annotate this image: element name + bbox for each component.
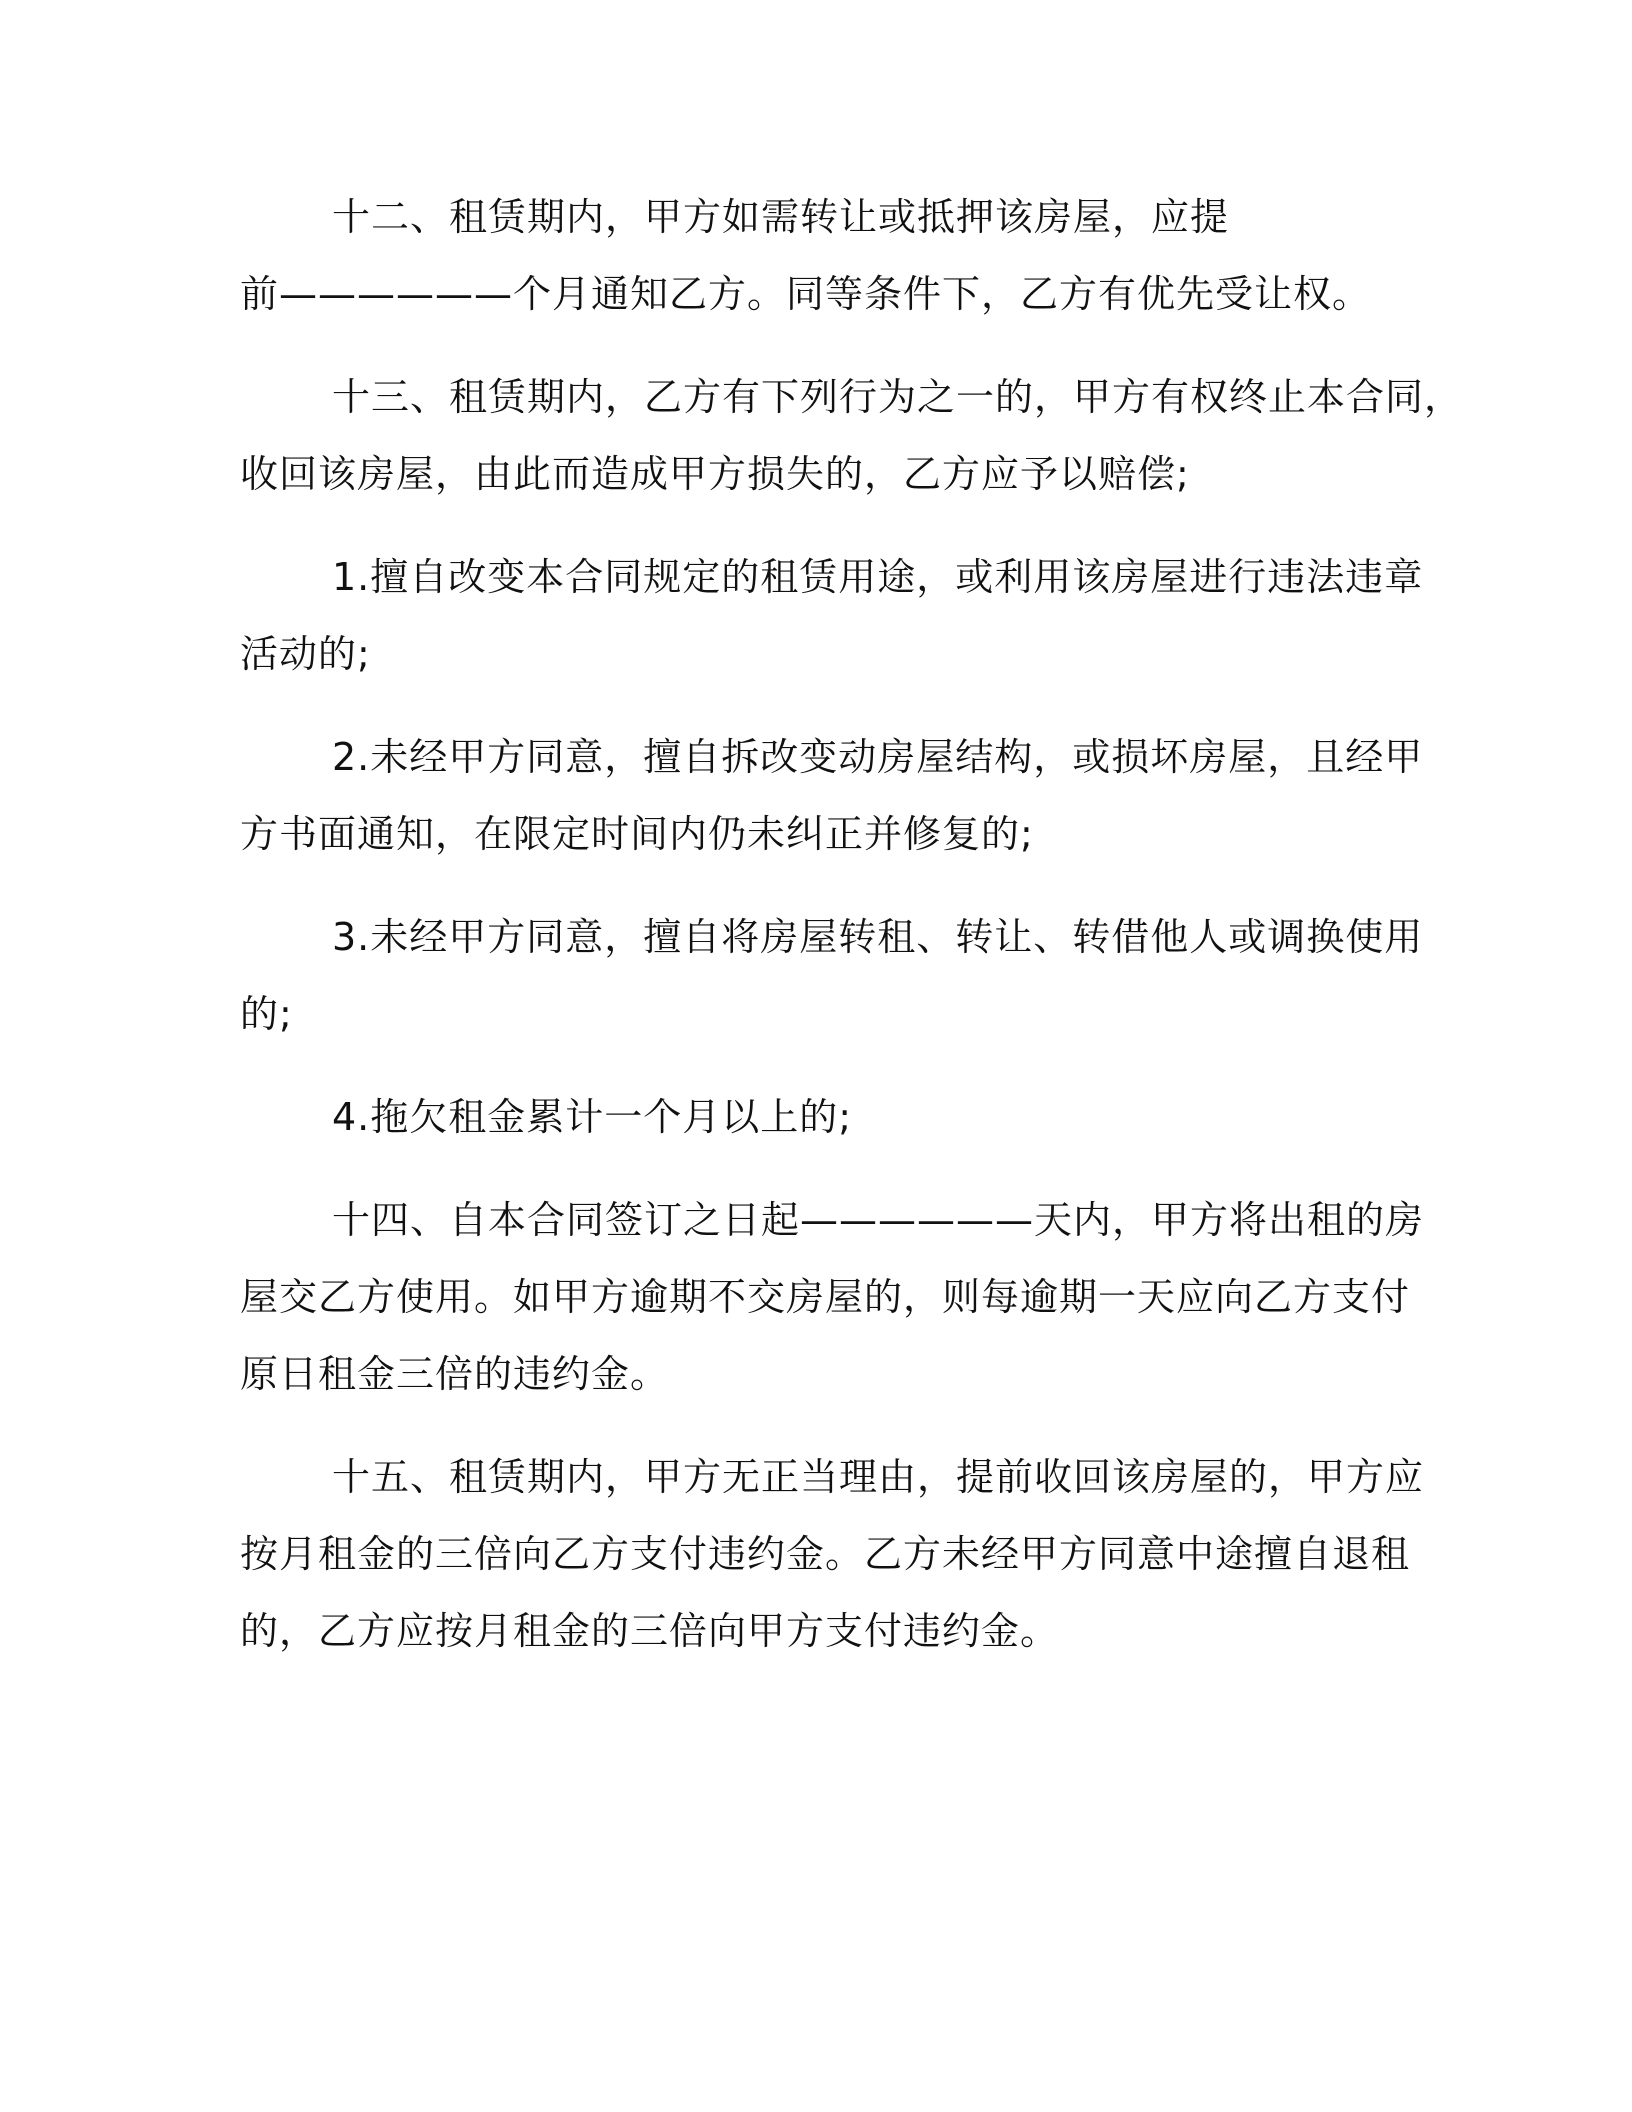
clause-15-line-3: 的，乙方应按月租金的三倍向甲方支付违约金。 (240, 1609, 1060, 1653)
clause-13-item-4-line-1: 4.拖欠租金累计一个月以上的; (332, 1095, 853, 1139)
clause-13-line-1: 十三、租赁期内，乙方有下列行为之一的，甲方有权终止本合同， (332, 375, 1464, 419)
clause-14-line-1: 十四、自本合同签订之日起——————天内，甲方将出租的房 (332, 1198, 1425, 1242)
clause-13-item-2-line-2: 方书面通知，在限定时间内仍未纠正并修复的; (240, 812, 1034, 856)
clause-12-line-2: 前——————个月通知乙方。同等条件下，乙方有优先受让权。 (240, 272, 1372, 316)
clause-13-item-3-line-2: 的; (240, 992, 293, 1036)
clause-15-line-1: 十五、租赁期内，甲方无正当理由，提前收回该房屋的，甲方应 (332, 1455, 1425, 1499)
clause-13-item-1-line-2: 活动的; (240, 632, 371, 676)
clause-14-line-3: 原日租金三倍的违约金。 (240, 1352, 670, 1396)
clause-13-line-2: 收回该房屋，由此而造成甲方损失的，乙方应予以赔偿; (240, 452, 1190, 496)
clause-12-line-1: 十二、租赁期内，甲方如需转让或抵押该房屋，应提 (332, 195, 1230, 239)
clause-15-line-2: 按月租金的三倍向乙方支付违约金。乙方未经甲方同意中途擅自退租 (240, 1532, 1411, 1576)
clause-13-item-1-line-1: 1.擅自改变本合同规定的租赁用途，或利用该房屋进行违法违章 (332, 555, 1424, 599)
clause-13-item-3-line-1: 3.未经甲方同意，擅自将房屋转租、转让、转借他人或调换使用 (332, 915, 1424, 959)
clause-13-item-2-line-1: 2.未经甲方同意，擅自拆改变动房屋结构，或损坏房屋，且经甲 (332, 735, 1424, 779)
clause-14-line-2: 屋交乙方使用。如甲方逾期不交房屋的，则每逾期一天应向乙方支付 (240, 1275, 1411, 1319)
